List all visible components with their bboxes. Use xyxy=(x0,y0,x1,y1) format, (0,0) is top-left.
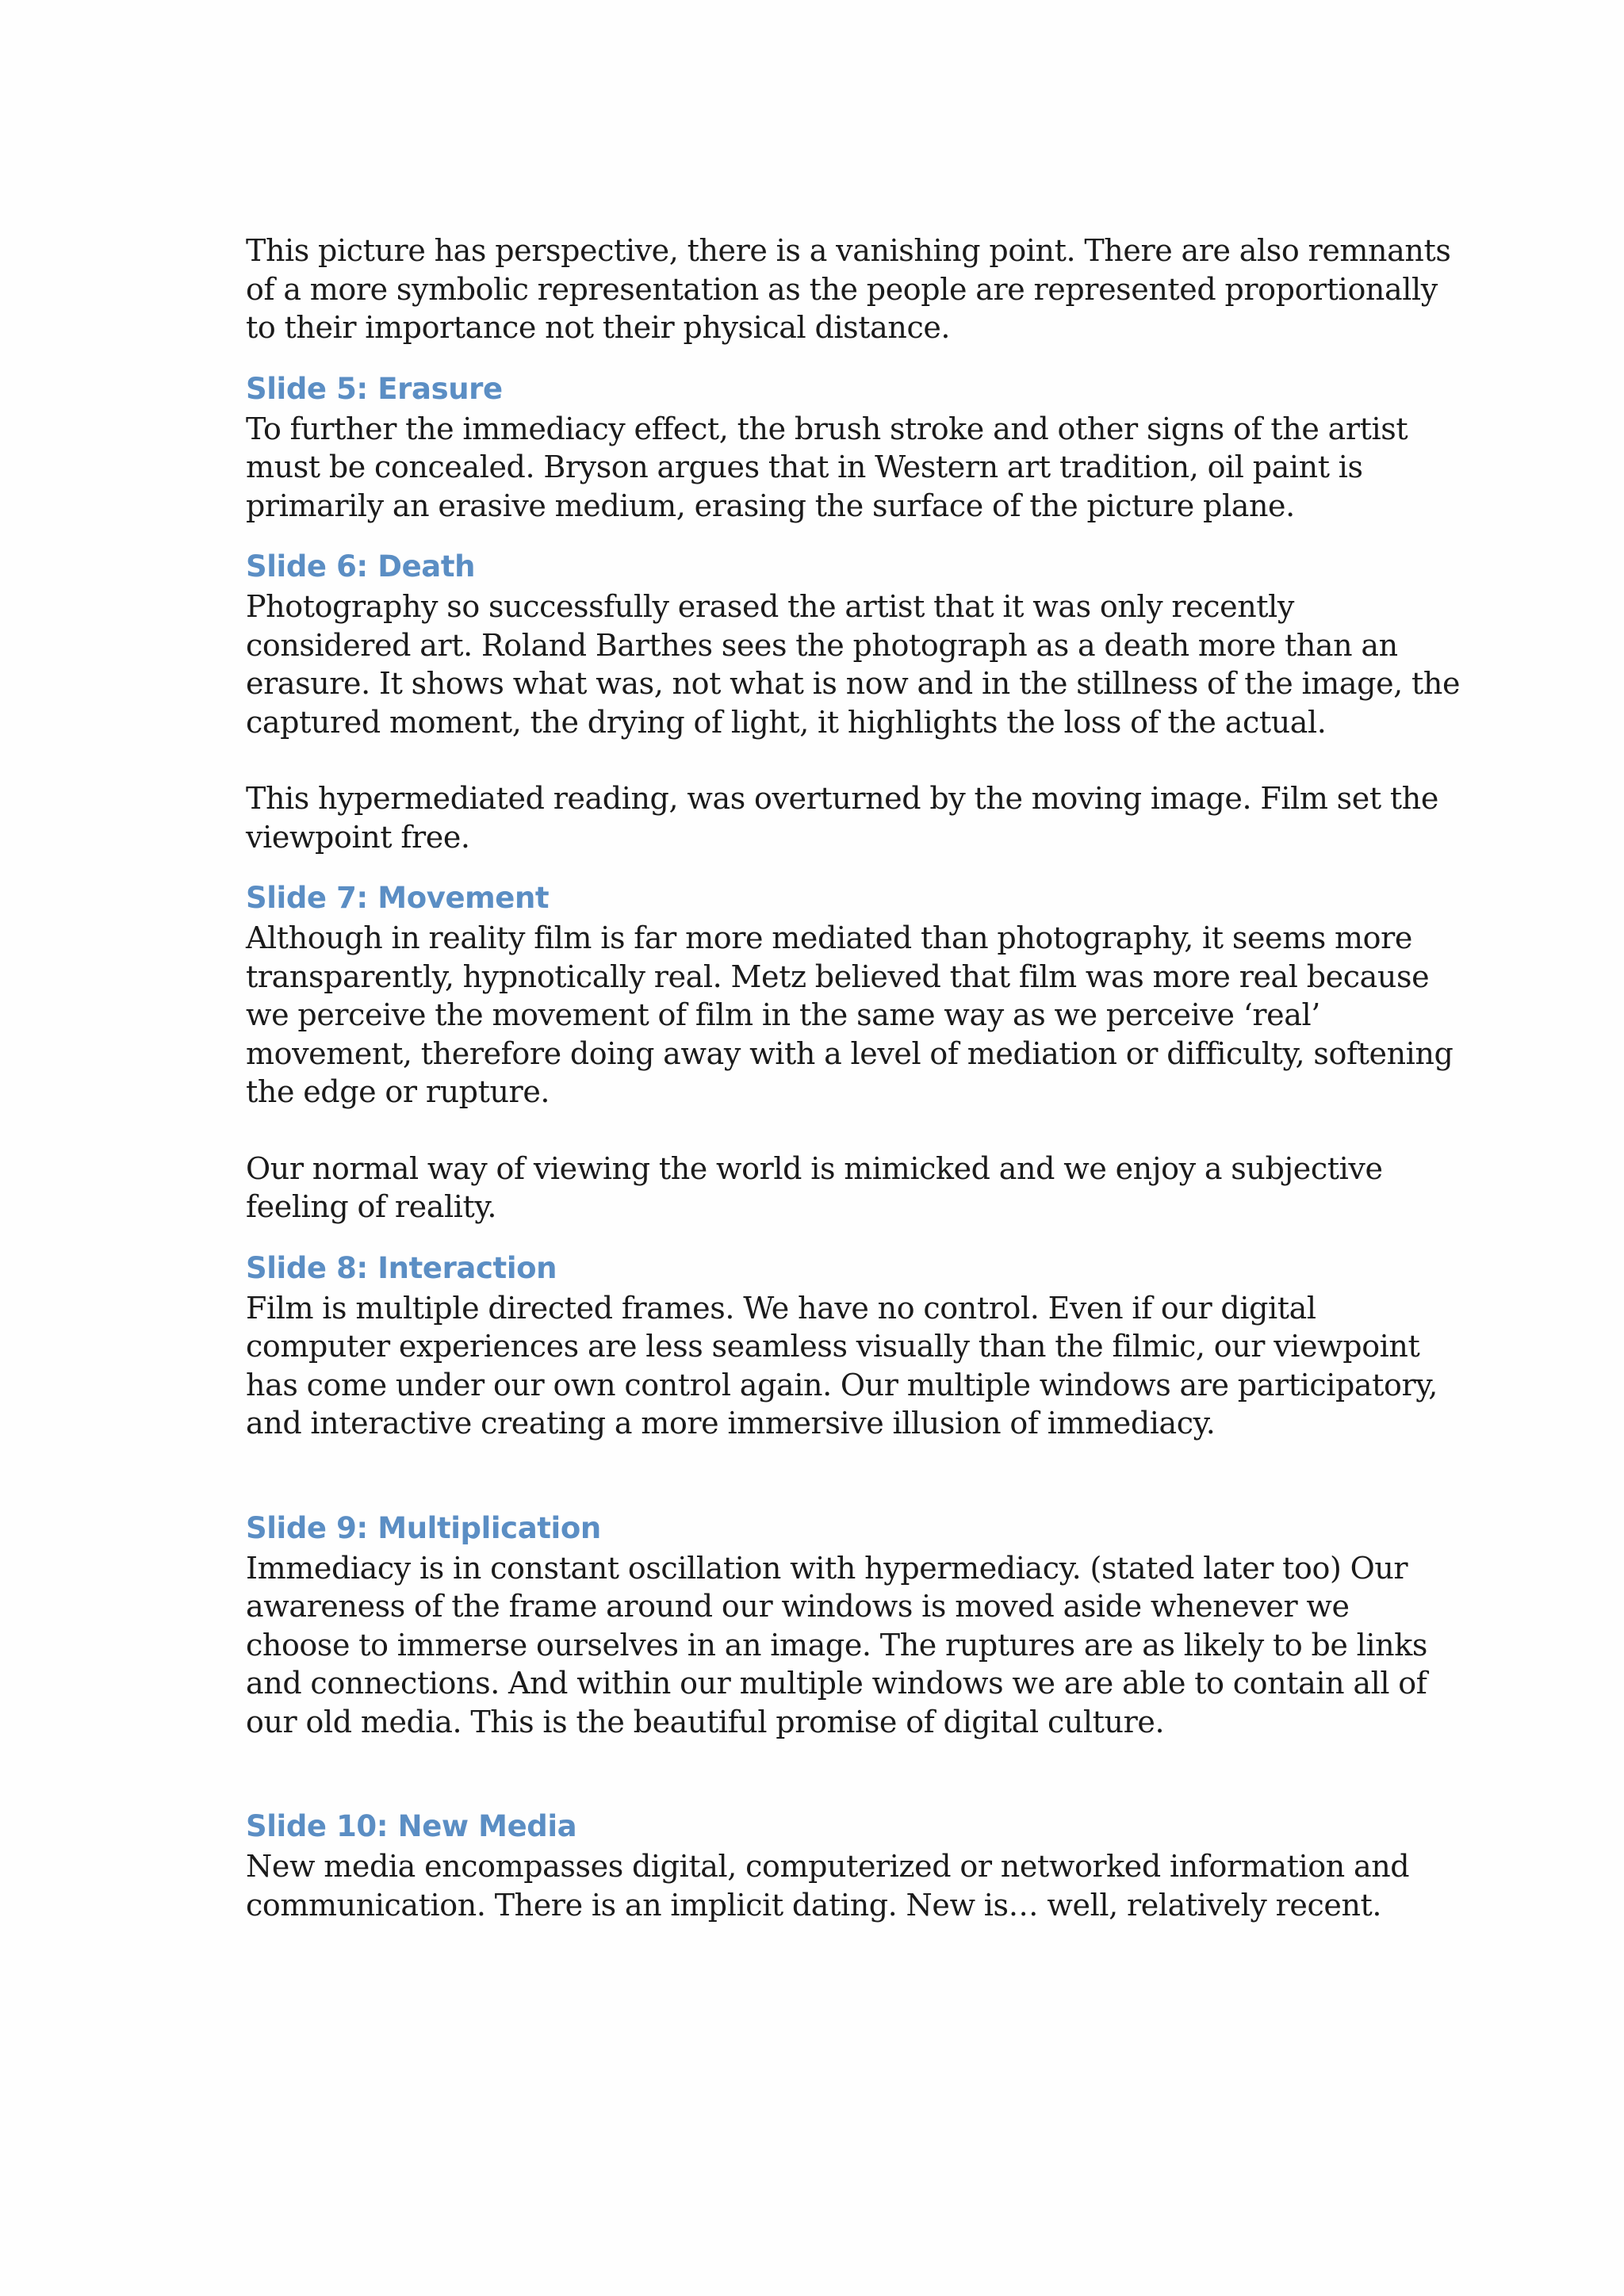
text-line: we perceive the movement of film in the same way as we perceive ‘real’ xyxy=(246,997,1320,1032)
section-paragraph xyxy=(246,919,1454,1112)
section-heading-interaction: Slide 8: Interaction xyxy=(246,1250,557,1285)
text-line: Photography so successfully erased the artist that it was only recently xyxy=(246,589,1295,624)
section-paragraph xyxy=(246,1289,1438,1443)
intro-paragraph xyxy=(246,232,1451,347)
text-line: primarily an erasive medium, erasing the surface of the picture plane. xyxy=(246,488,1295,523)
text-line: the edge or rupture. xyxy=(246,1074,550,1109)
text-line: This hypermediated reading, was overturned by the moving image. Film set the xyxy=(246,781,1438,816)
text-line: of a more symbolic representation as the people are represented proportionally xyxy=(246,271,1438,307)
text-line: and connections. And within our multiple windows we are able to contain all of xyxy=(246,1666,1427,1701)
section-heading-death: Slide 6: Death xyxy=(246,549,476,584)
section-heading-new-media: Slide 10: New Media xyxy=(246,1809,577,1843)
text-line: choose to immerse ourselves in an image. The ruptures are as likely to be links xyxy=(246,1627,1427,1663)
text-line: must be concealed. Bryson argues that in Western art tradition, oil paint is xyxy=(246,450,1363,484)
text-line: Although in reality film is far more mediated than photography, it seems more xyxy=(246,920,1413,955)
text-line: computer experiences are less seamless visually than the filmic, our viewpoint xyxy=(246,1329,1420,1364)
text-line: Our normal way of viewing the world is mimicked and we enjoy a subjective xyxy=(246,1150,1383,1186)
section-paragraph xyxy=(246,1549,1427,1742)
text-line: communication. There is an implicit dating. New is… well, relatively recent. xyxy=(246,1887,1382,1923)
text-line: and interactive creating a more immersive illusion of immediacy. xyxy=(246,1406,1216,1441)
text-line: Film is multiple directed frames. We have no control. Even if our digital xyxy=(246,1290,1316,1326)
text-line: Immediacy is in constant oscillation with hypermediacy. (stated later too) Our xyxy=(246,1550,1408,1586)
text-line: transparently, hypnotically real. Metz believed that film was more real because xyxy=(246,959,1430,994)
text-line: has come under our own control again. Our multiple windows are participatory, xyxy=(246,1367,1438,1402)
section-paragraph xyxy=(246,1847,1410,1924)
text-line: movement, therefore doing away with a level of mediation or difficulty, softening xyxy=(246,1035,1454,1071)
text-line: awareness of the frame around our windows is moved aside whenever we xyxy=(246,1589,1350,1624)
document-body xyxy=(246,232,1461,1924)
section-paragraph xyxy=(246,1150,1388,1226)
section-heading-erasure: Slide 5: Erasure xyxy=(246,371,503,406)
text-line: New media encompasses digital, computerized or networked information and xyxy=(246,1849,1410,1884)
text-line: to their importance not their physical distance. xyxy=(246,310,951,345)
text-line: To further the immediacy effect, the brush stroke and other signs of the artist xyxy=(246,411,1408,446)
section-heading-movement: Slide 7: Movement xyxy=(246,881,550,915)
text-line: considered art. Roland Barthes sees the photograph as a death more than an xyxy=(246,627,1398,663)
text-line: viewpoint free. xyxy=(246,819,470,855)
section-paragraph xyxy=(246,410,1408,526)
section-paragraph xyxy=(246,587,1461,741)
text-line: This picture has perspective, there is a vanishing point. There are also remnants xyxy=(246,233,1451,268)
text-line: erasure. It shows what was, not what is now and in the stillness of the image, the xyxy=(246,666,1461,701)
section-paragraph xyxy=(246,779,1438,856)
text-line: our old media. This is the beautiful promise of digital culture. xyxy=(246,1704,1165,1739)
text-line: captured moment, the drying of light, it highlights the loss of the actual. xyxy=(246,704,1327,740)
section-heading-multiplication: Slide 9: Multiplication xyxy=(246,1510,601,1545)
text-line: feeling of reality. xyxy=(246,1189,497,1224)
